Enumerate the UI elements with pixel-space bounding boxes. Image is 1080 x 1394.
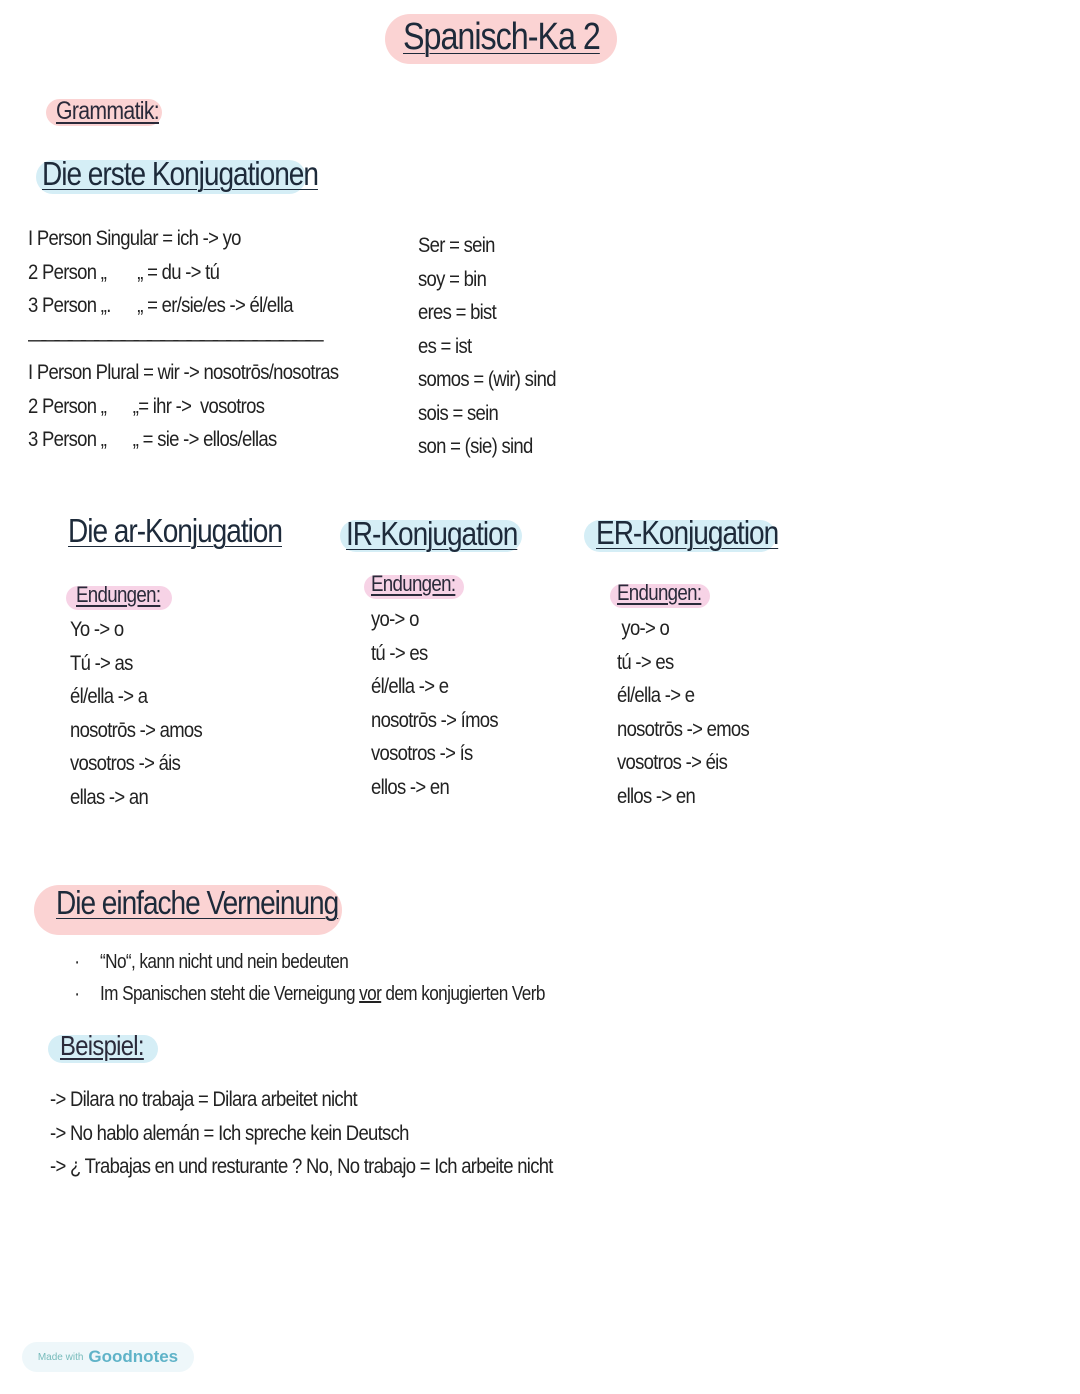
ending-row: él/ella -> e — [371, 675, 449, 698]
ending-row: tú -> es — [617, 650, 674, 674]
examples-list — [50, 1083, 621, 1184]
ir-conjugation-heading: IR-Konjugation — [346, 515, 518, 552]
divider: —————————————————————— — [28, 327, 319, 351]
person-row: I Person Singular = ich -> yo — [28, 227, 241, 250]
ending-row: nosotrōs -> ímos — [371, 708, 498, 732]
goodnotes-badge — [22, 1342, 194, 1372]
persons-list — [28, 222, 381, 457]
page-title: Spanisch-Ka 2 — [403, 16, 600, 58]
negation-bullets — [74, 946, 617, 1010]
ar-endings-label: Endungen: — [76, 582, 161, 607]
ending-row: nosotrōs -> emos — [617, 717, 750, 741]
person-row: 3 Person „. „ = er/sie/es -> él/ella — [28, 294, 293, 317]
ending-row: vosotros -> áis — [70, 752, 181, 775]
person-row: 2 Person „ „= ihr -> vosotros — [28, 394, 265, 418]
example-row: -> ¿ Trabajas en und resturante ? No, No trabajo = Ich arbeite nicht — [50, 1155, 553, 1178]
bullet-emphasis: vor — [359, 983, 382, 1005]
grammar-label: Grammatik: — [56, 97, 160, 125]
er-endings-list — [617, 612, 767, 813]
bullet-text: Im Spanischen steht die Verneigung — [100, 983, 360, 1005]
ending-row: él/ella -> a — [70, 685, 148, 708]
ser-row: soy = bin — [418, 267, 487, 291]
ending-row: yo-> o — [371, 608, 419, 631]
bullet-item — [74, 946, 545, 978]
goodnotes-logo: Goodnotes — [88, 1347, 179, 1366]
negation-heading: Die einfache Verneinung — [56, 884, 339, 921]
ser-row: eres = bist — [418, 301, 497, 324]
ending-row: tú -> es — [371, 641, 428, 665]
ser-row: Ser = sein — [418, 234, 495, 257]
ending-row: él/ella -> e — [617, 684, 695, 707]
ending-row: vosotros -> ís — [371, 742, 473, 765]
bullet-text: “No“, kann nicht und nein bedeuten — [100, 951, 349, 973]
ser-row: somos = (wir) sind — [418, 368, 556, 391]
example-row: -> Dilara no trabaja = Dilara arbeitet nicht — [50, 1088, 357, 1111]
ending-row: Tú -> as — [70, 651, 133, 675]
er-endings-label: Endungen: — [617, 580, 702, 605]
bullet-item — [74, 978, 545, 1010]
ending-row: ellas -> an — [70, 785, 149, 809]
ser-row: son = (sie) sind — [418, 435, 533, 458]
ending-row: vosotros -> éis — [617, 751, 728, 774]
ir-endings-label: Endungen: — [371, 571, 456, 596]
example-label: Beispiel: — [60, 1030, 144, 1061]
ser-row: sois = sein — [418, 401, 499, 425]
ar-endings-list — [70, 613, 220, 814]
made-with-label: Made with — [37, 1351, 84, 1363]
er-conjugation-heading: ER-Konjugation — [596, 514, 779, 551]
example-row: -> No hablo alemán = Ich spreche kein Deutsch — [50, 1121, 409, 1145]
ending-row: ellos -> en — [371, 775, 450, 799]
ending-row: yo-> o — [617, 617, 670, 640]
bullet-dot-icon: · — [74, 951, 80, 973]
ir-endings-list — [371, 603, 515, 804]
ending-row: ellos -> en — [617, 784, 696, 808]
ar-conjugation-heading: Die ar-Konjugation — [68, 512, 282, 549]
bullet-dot-icon: · — [74, 983, 80, 1005]
person-row: 3 Person „ „ = sie -> ellos/ellas — [28, 428, 277, 451]
ser-list — [418, 229, 575, 464]
person-row: I Person Plural = wir -> nosotrōs/nosotras — [28, 361, 339, 384]
person-row: 2 Person „ „ = du -> tú — [28, 260, 220, 284]
ending-row: Yo -> o — [70, 618, 124, 641]
ser-row: es = ist — [418, 334, 472, 358]
bullet-text: dem konjugierten Verb — [381, 983, 545, 1005]
first-section-heading: Die erste Konjugationen — [42, 155, 318, 192]
ending-row: nosotrōs -> amos — [70, 718, 203, 742]
